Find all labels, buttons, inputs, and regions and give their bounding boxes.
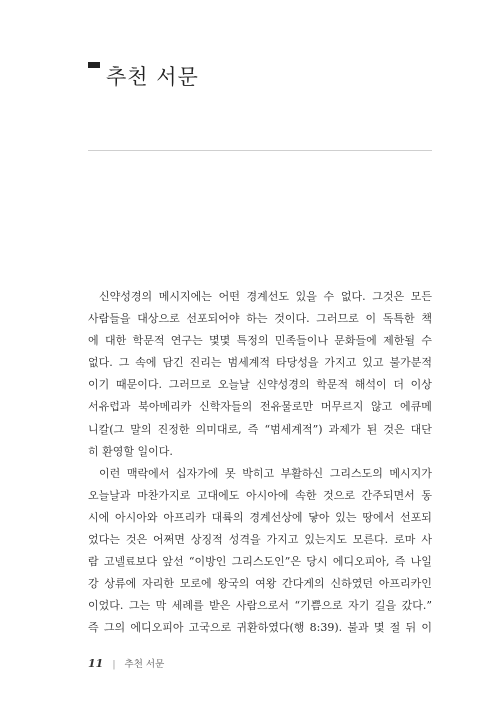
text-line: 이런 맥락에서 십자가에 못 박히고 부활하신 그리스도의 메시지가: [99, 466, 432, 480]
text-line: 히 환영할 일이다.: [88, 444, 173, 458]
text-line: 오늘날과 마찬가지로 고대에도 아시아에 속한 것으로 간주되면서 동: [88, 488, 432, 502]
title-divider: [88, 150, 432, 151]
footer-separator: |: [112, 659, 116, 670]
running-header: 추천 서문: [124, 659, 165, 670]
text-line: 사람들을 대상으로 선포되어야 하는 것이다. 그러므로 이 독특한 책: [88, 312, 432, 326]
text-line: 었다는 것은 어쩌면 상징적 성격을 가지고 있는지도 모른다. 로마 사: [88, 533, 432, 547]
text-line: 에 대한 학문적 연구는 몇몇 특정의 민족들이나 문화들에 제한될 수: [88, 334, 432, 348]
text-line: 서유럽과 북아메리카 신학자들의 전유물로만 머무르지 않고 에큐메: [88, 400, 432, 414]
text-line: 이었다. 그는 막 세례를 받은 사람으로서 “기쁨으로 자기 길을 갔다.”: [88, 599, 432, 613]
text-line: 람 고넬료보다 앞선 “이방인 그리스도인”은 당시 에디오피아, 즉 나일: [88, 555, 432, 569]
text-line: 니칼(그 말의 진정한 의미대로, 즉 “범세계적”) 과제가 된 것은 대단: [88, 422, 432, 436]
page-footer: [88, 656, 164, 670]
text-line: 신약성경의 메시지에는 어떤 경계선도 있을 수 없다. 그것은 모든: [99, 290, 432, 303]
text-line: 즉 그의 에디오피아 고국으로 귀환하였다(행 8:39). 불과 몇 절 뒤 이: [88, 621, 432, 635]
text-line: 시에 아시아와 아프리카 대륙의 경계선상에 닿아 있는 땅에서 선포되: [88, 510, 432, 524]
page-number: 11: [88, 657, 104, 670]
body-text: [88, 286, 432, 640]
title-marker: [88, 62, 100, 68]
page-title: 추천 서문: [106, 65, 199, 89]
text-line: 강 상류에 자리한 모로에 왕국의 여왕 간다게의 신하였던 아프리카인: [88, 577, 432, 591]
text-line: 이기 때문이다. 그러므로 오늘날 신약성경의 학문적 해석이 더 이상: [88, 378, 432, 392]
text-line: 없다. 그 속에 담긴 진리는 범세계적 타당성을 가지고 있고 불가분적: [88, 356, 432, 370]
